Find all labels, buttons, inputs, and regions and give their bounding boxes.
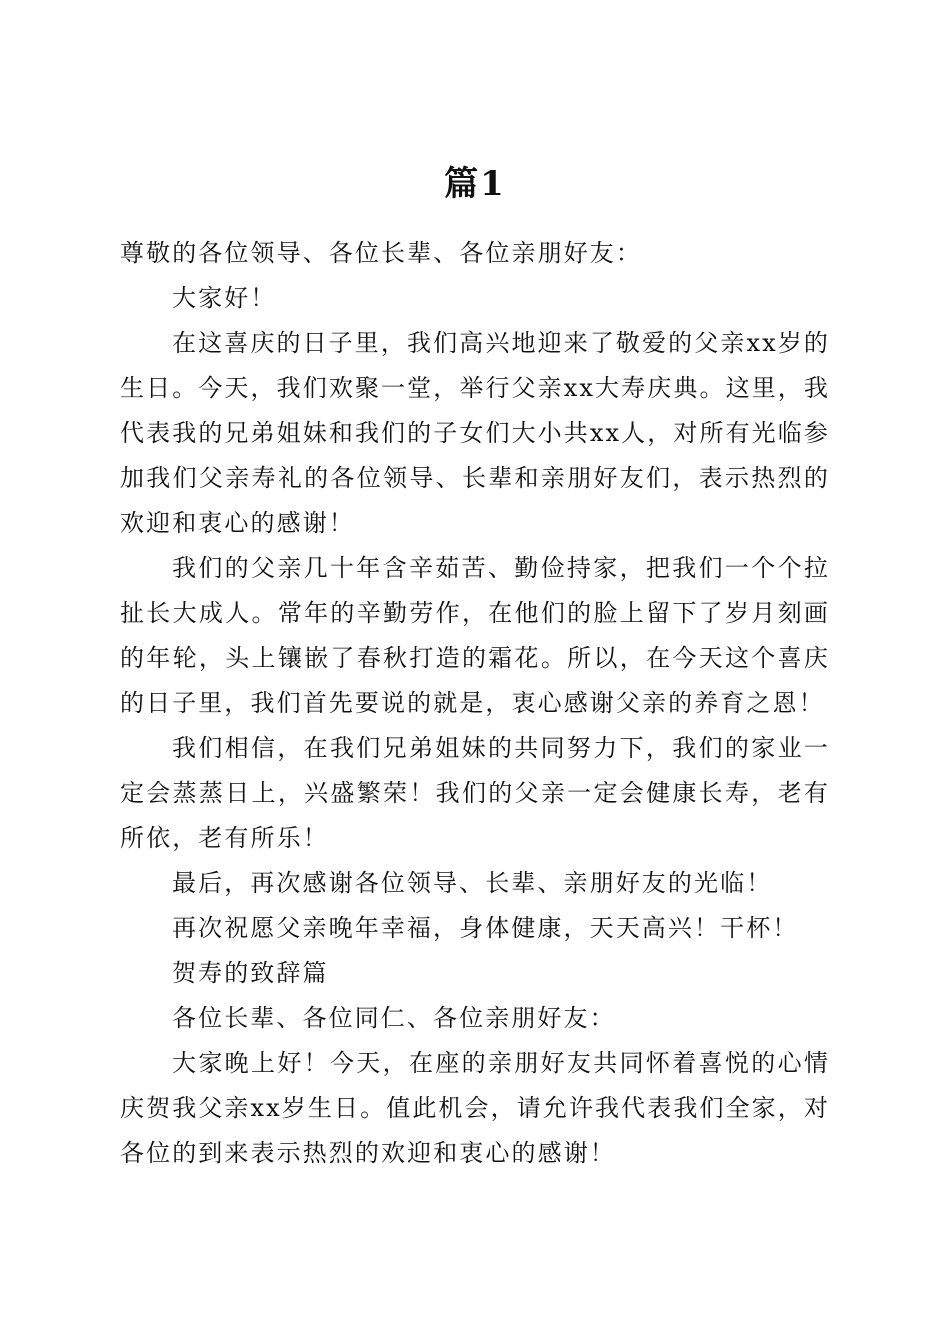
body-paragraph: 在这喜庆的日子里，我们高兴地迎来了敬爱的父亲xx岁的生日。今天，我们欢聚一堂，举行父亲xx大寿庆典。这里，我代表我的兄弟姐妹和我们的子女们大小共xx人，对所有光临参加我们父亲寿礼的各位领导、长辈和亲朋好友们，表示热烈的欢迎和衷心的感谢！	[120, 329, 830, 537]
document-body	[120, 231, 830, 1176]
body-paragraph: 大家晚上好！今天，在座的亲朋好友共同怀着喜悦的心情庆贺我父亲xx岁生日。值此机会，请允许我代表我们全家，对各位的到来表示热烈的欢迎和衷心的感谢！	[120, 1049, 830, 1167]
body-paragraph: 最后，再次感谢各位领导、长辈、亲朋好友的光临！	[172, 869, 773, 897]
salutation-paragraph: 尊敬的各位领导、各位长辈、各位亲朋好友：	[120, 239, 642, 267]
document-title: 篇1	[444, 163, 506, 204]
greeting-paragraph: 大家好！	[172, 284, 277, 312]
section-heading: 贺寿的致辞篇	[172, 959, 329, 987]
body-paragraph: 我们的父亲几十年含辛茹苦、勤俭持家，把我们一个个拉扯长大成人。常年的辛勤劳作，在他们的脸上留下了岁月刻画的年轮，头上镶嵌了春秋打造的霜花。所以，在今天这个喜庆的日子里，我们首先要说的就是，衷心感谢父亲的养育之恩！	[120, 554, 830, 717]
body-paragraph: 我们相信，在我们兄弟姐妹的共同努力下，我们的家业一定会蒸蒸日上，兴盛繁荣！我们的父亲一定会健康长寿，老有所依，老有所乐！	[120, 734, 830, 852]
body-paragraph: 再次祝愿父亲晚年幸福，身体健康，天天高兴！干杯！	[172, 914, 799, 942]
salutation-paragraph: 各位长辈、各位同仁、各位亲朋好友：	[172, 1004, 616, 1032]
